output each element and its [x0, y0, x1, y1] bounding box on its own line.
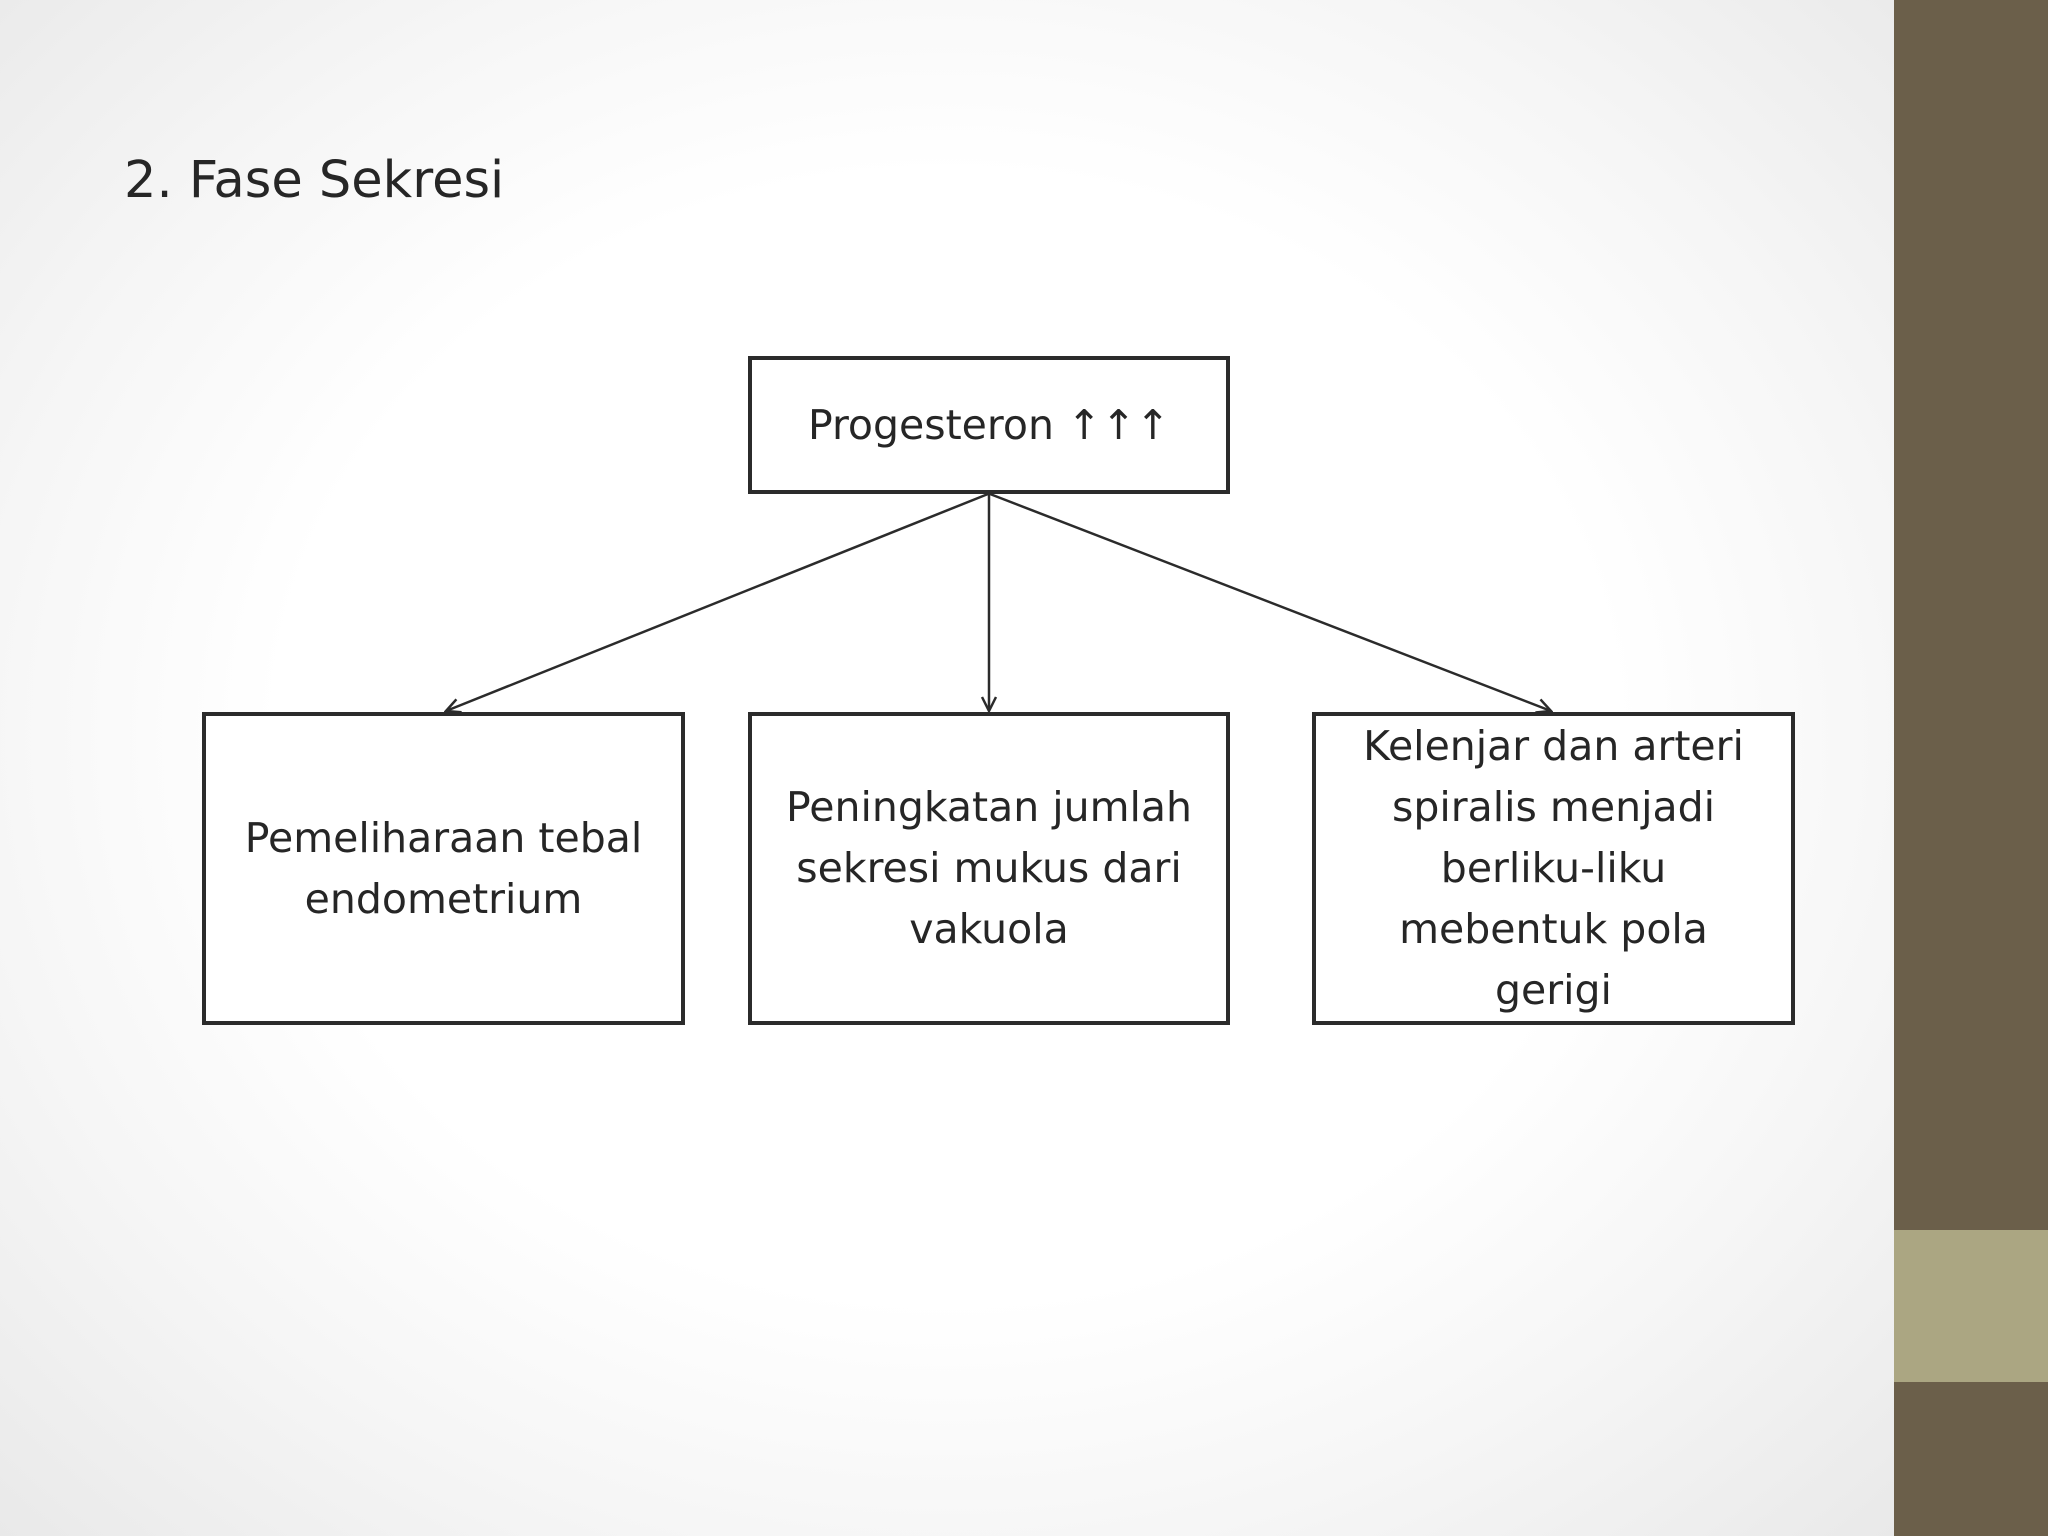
sidebar-accent-bar [1894, 1230, 2048, 1382]
node-kelenjar-arteri-spiralis-label: Kelenjar dan arteri spiralis menjadi berliku-liku mebentuk pola gerigi [1363, 722, 1744, 1014]
sidebar-bar-top [1894, 0, 2048, 1230]
connector-arrow-right [990, 494, 1551, 711]
connector-arrow-left [446, 494, 988, 711]
slide-title: 2. Fase Sekresi [124, 151, 505, 210]
sidebar-bar-bottom [1894, 1382, 2048, 1536]
node-peningkatan-sekresi-mukus [748, 712, 1230, 1025]
node-kelenjar-arteri-spiralis [1312, 712, 1795, 1025]
node-pemeliharaan-endometrium-label: Pemeliharaan tebal endometrium [244, 813, 643, 923]
node-progesteron-label: Progesteron ↑↑↑ [807, 400, 1171, 449]
node-progesteron [748, 356, 1230, 494]
node-peningkatan-sekresi-mukus-label: Peningkatan jumlah sekresi mukus dari vakuola [785, 783, 1193, 953]
node-pemeliharaan-endometrium [202, 712, 685, 1025]
